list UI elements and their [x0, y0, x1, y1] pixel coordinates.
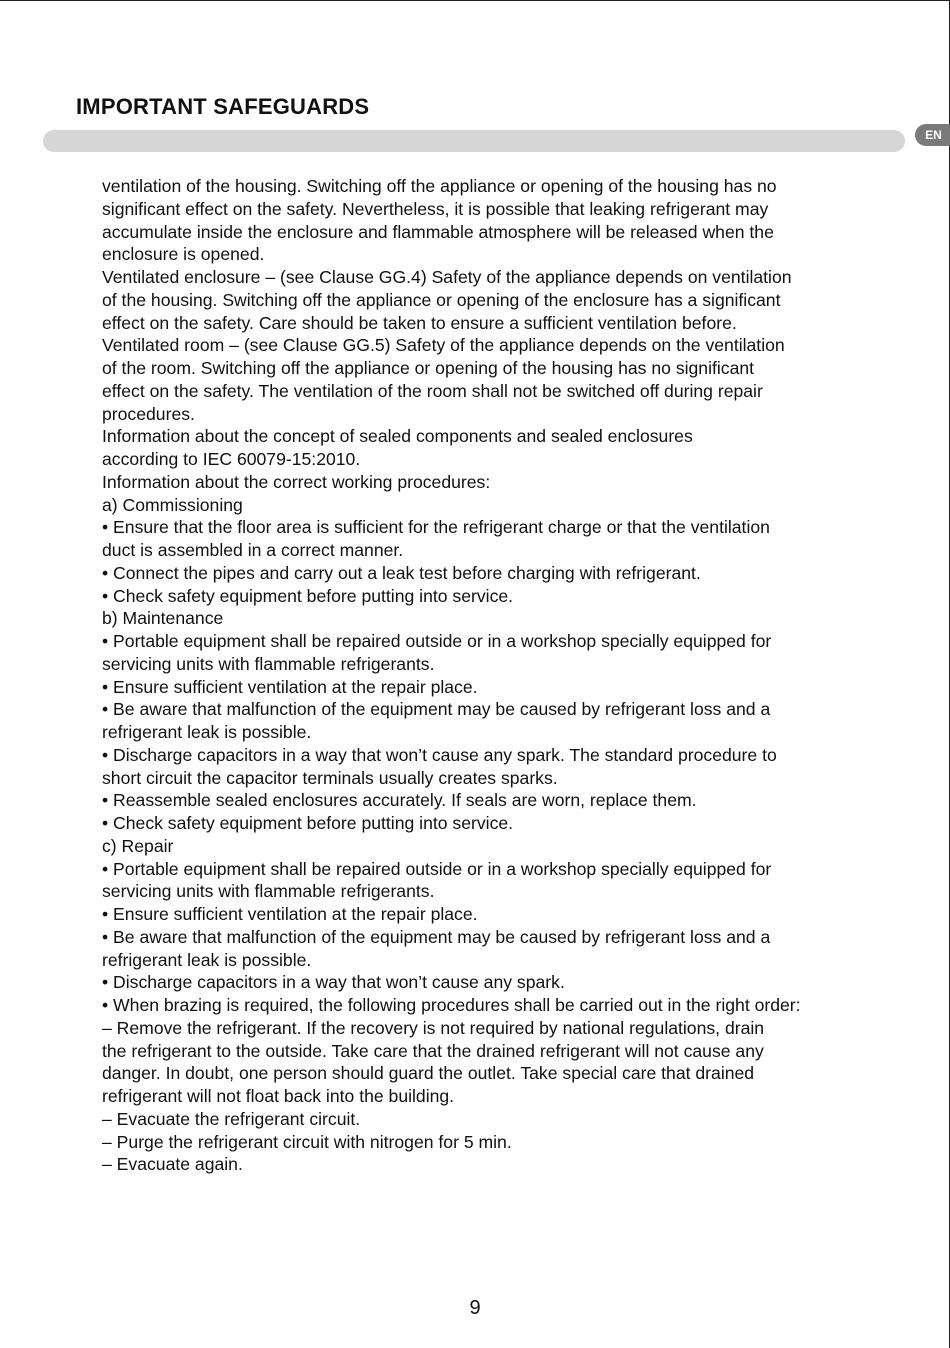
- title-bar: [43, 130, 905, 152]
- text-line: a) Commissioning: [102, 494, 243, 515]
- language-tab: EN: [915, 124, 950, 146]
- text-line: • Be aware that malfunction of the equipment may be caused by refrigerant loss and a: [102, 699, 771, 720]
- text-line: short circuit the capacitor terminals usually creates sparks.: [102, 767, 558, 788]
- text-line: Information about the concept of sealed components and sealed enclosures: [102, 426, 693, 447]
- text-line: • Connect the pipes and carry out a leak test before charging with refrigerant.: [102, 562, 701, 583]
- text-line: • When brazing is required, the following procedures shall be carried out in the right order:: [102, 995, 801, 1015]
- text-line: c) Repair: [102, 835, 174, 856]
- text-line: • Discharge capacitors in a way that won’t cause any spark. The standard procedure to: [102, 744, 777, 765]
- text-line: – Evacuate the refrigerant circuit.: [102, 1108, 361, 1129]
- text-line: effect on the safety. Care should be taken to ensure a sufficient ventilation before.: [102, 312, 737, 333]
- text-line: Information about the correct working procedures:: [102, 471, 491, 492]
- text-line: danger. In doubt, one person should guard the outlet. Take special care that drained: [102, 1063, 755, 1084]
- text-line: refrigerant will not float back into the building.: [102, 1086, 455, 1106]
- text-line: – Purge the refrigerant circuit with nitrogen for 5 min.: [102, 1131, 512, 1152]
- text-line: duct is assembled in a correct manner.: [102, 540, 404, 560]
- text-line: the refrigerant to the outside. Take care that the drained refrigerant will not cause any: [102, 1040, 764, 1061]
- page-border-top: [0, 0, 950, 1]
- text-line: • Be aware that malfunction of the equipment may be caused by refrigerant loss and a: [102, 926, 771, 947]
- text-line: enclosure is opened.: [102, 244, 265, 265]
- text-line: • Ensure sufficient ventilation at the repair place.: [102, 676, 478, 697]
- text-line: accumulate inside the enclosure and flammable atmosphere will be released when the: [102, 221, 774, 242]
- text-line: • Discharge capacitors in a way that won’t cause any spark.: [102, 972, 565, 993]
- text-line: Ventilated room – (see Clause GG.5) Safety of the appliance depends on the ventilation: [102, 335, 785, 356]
- text-line: effect on the safety. The ventilation of the room shall not be switched off during repair: [102, 380, 763, 401]
- section-title: IMPORTANT SAFEGUARDS: [76, 94, 370, 119]
- text-line: procedures.: [102, 403, 195, 424]
- text-line: • Check safety equipment before putting into service.: [102, 813, 514, 833]
- text-line: of the housing. Switching off the appliance or opening of the enclosure has a significant: [102, 289, 781, 310]
- text-line: – Remove the refrigerant. If the recovery is not required by national regulations, drain: [102, 1017, 765, 1038]
- text-line: • Ensure sufficient ventilation at the repair place.: [102, 904, 478, 924]
- text-line: servicing units with flammable refrigerants.: [102, 881, 435, 902]
- text-line: significant effect on the safety. Nevertheless, it is possible that leaking refrigerant may: [102, 198, 769, 219]
- text-line: of the room. Switching off the appliance or opening of the housing has no significant: [102, 358, 755, 378]
- text-line: according to IEC 60079-15:2010.: [102, 449, 361, 469]
- text-line: • Portable equipment shall be repaired outside or in a workshop specially equipped for: [102, 858, 772, 879]
- text-line: • Reassemble sealed enclosures accurately. If seals are worn, replace them.: [102, 790, 697, 811]
- text-line: b) Maintenance: [102, 608, 224, 629]
- text-line: – Evacuate again.: [102, 1154, 243, 1175]
- page-number: 9: [469, 1297, 481, 1319]
- text-line: Ventilated enclosure – (see Clause GG.4) Safety of the appliance depends on ventilation: [102, 267, 792, 287]
- text-line: servicing units with flammable refrigerants.: [102, 653, 435, 674]
- text-line: refrigerant leak is possible.: [102, 722, 312, 742]
- body-text: [102, 175, 892, 1176]
- text-line: • Portable equipment shall be repaired outside or in a workshop specially equipped for: [102, 631, 772, 651]
- text-line: ventilation of the housing. Switching off the appliance or opening of the housing has no: [102, 176, 777, 196]
- text-line: refrigerant leak is possible.: [102, 949, 312, 970]
- text-line: • Ensure that the floor area is sufficient for the refrigerant charge or that the ventilation: [102, 517, 770, 538]
- text-line: • Check safety equipment before putting into service.: [102, 585, 514, 606]
